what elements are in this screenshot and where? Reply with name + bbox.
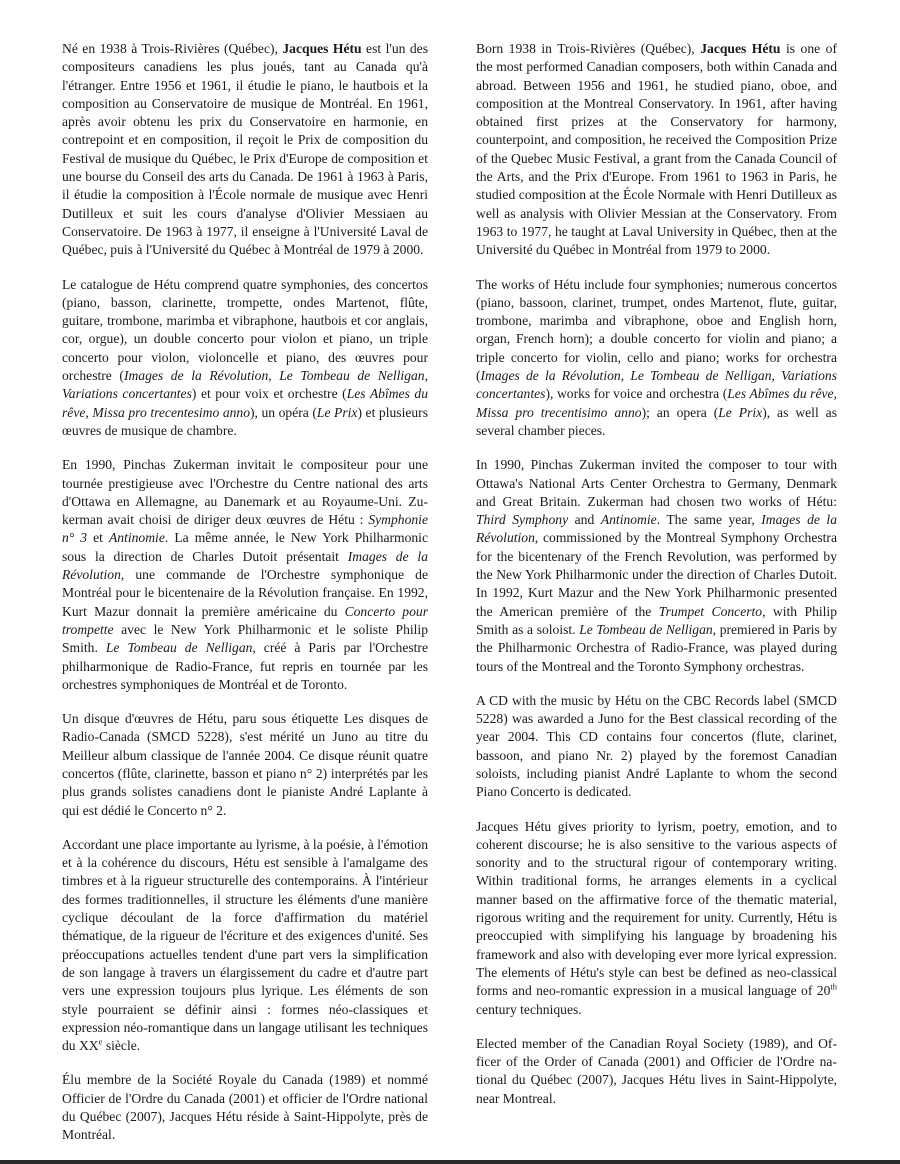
work-title: Third Symphony	[476, 512, 569, 528]
century-superscript: e	[98, 1036, 103, 1047]
work-title: Le Tombeau de Nelligan	[279, 368, 425, 384]
en-p2-text-2: ), works for voice and orchestra (	[545, 386, 728, 402]
work-title: Le Prix	[718, 404, 763, 420]
en-recording-paragraph: A CD with the music by Hétu on the CBC Records label (SMCD 5228) was awarded a Juno for the Best classical recording of the year 2004. This CD contains four concertos (flute, clarinet, bassoon, and piano Nr. 2) played by the foremost Canadian soloists, including pianist André Laplante to whom the second Piano Concerto is dedicated.	[476, 692, 837, 800]
fr-p2-text-2: ) et pour voix et orchestre (	[191, 386, 347, 402]
work-title: Trumpet Concerto	[658, 603, 763, 619]
fr-p3-text-5: , créé à Paris par l'Orchestre philharmonique de Radio-France, fut repris en tournée par les orchestres symphoniques de Montréal et de Toronto.	[62, 640, 428, 692]
en-style-paragraph	[476, 818, 837, 1019]
work-title: Le Tombeau de Nelligan	[630, 368, 772, 384]
work-title: Images de la Révolution	[476, 512, 838, 546]
fr-p2-sep: ,	[424, 368, 428, 384]
fr-honours-paragraph: Élu membre de la Société Royale du Canada (1989) et nommé Officier de l'Ordre du Canada (2001) et officier de l'Ordre national du Québec (2007), Jacques Hétu réside à Saint-Hippolyte, près de Montréal.	[62, 1072, 428, 1143]
en-p5-text-2: century techniques.	[476, 1001, 582, 1017]
en-p1-text: Born 1938 in Trois-Rivières (Québec),	[476, 41, 701, 56]
fr-p5-text: Accordant une place importante au lyrisme, à la poésie, à l'émotion et à la cohérence du discours, Hétu est sensible à l'amalgame des timbres et à la rigueur structurelle des contemporains. À l'intérieur des formes traditionnelles, il structure les éléments d'une manière cyclique découlant de la force d'affirmation du matériel thématique, de la rigueur de l'écriture et des exigences d'unité. Ses préoccupations actuelles tendent d'une part vers la simplification de son langage à travers un élargissement du cadre et d'autre part vers une expression toujours plus lyrique. Les éléments de son style pourraient se définir ainsi : formes néo-classiques et expression néo-romantique dans un langage utilisant les techniques du XX	[62, 836, 428, 1054]
en-p1-text-2: is one of the most performed Canadian composers, both within Canada and abroad. Between 1956 and 1961, he studied piano, oboe, and composition at the Montreal Conservatory. In 1961, after having obtained first prizes at the Conservatory for harmony, counterpoint, and composition, he received the Composition Prize of the Quebec Music Festival, a grant from the Canada Council of the Arts, and the Prix d'Europe. From 1961 to 1963 in Paris, he studied composition at the École Normale with Henri Dutilleux as well as analysis with Olivier Messian at the Conservatory. From 1963 to 1977, he taught at Laval University in Québec, then at the Université du Québec in Montréal from 1979 to 2000.	[476, 41, 837, 258]
fr-bio-paragraph	[62, 40, 428, 260]
en-tours-paragraph	[476, 456, 837, 676]
work-title: Les Abîmes du rêve	[727, 386, 834, 402]
work-title: Le Tombeau de Nelligan	[105, 640, 253, 656]
en-p2-text-3: ); an opera (	[641, 404, 719, 420]
fr-recording-paragraph: Un disque d'œuvres de Hétu, paru sous étiquette Les disques de Radio-Canada (SMCD 5228), s'est mérité un Juno au titre du Meilleur album classique de l'année 2004. Ce disque réunit quatre concertos (flûte, clarinette, basson et piano n° 2) interprétés par les plus grands solistes canadiens dont le pianiste André Laplante à qui est dédié le Concerto n° 2.	[62, 711, 428, 818]
fr-p2-sep: ,	[85, 404, 93, 420]
en-p5-text: Jacques Hétu gives priority to lyrism, poetry, emotion, and to coherent discourse; he is also sensitive to the various aspects of sonority and to the structural rigour of contemporary writing. Within traditional forms, he arranges elements in a cyclical manner based on the affirmative force of the thematic material, rigorous writing and the requirement for unity. Currently, Hétu is preoccupied with simplifying his language by broadening his framework and also with developing ever more lyrical expression. The elements of Hétu's style can best be defined as neo-classical forms and neo-romantic expression in a musical language of 20	[476, 818, 837, 999]
fr-catalogue-paragraph	[62, 276, 428, 441]
fr-style-paragraph	[62, 836, 428, 1056]
fr-p2-sep: ,	[268, 368, 280, 384]
fr-p3-text-2: . La même année, le New York Philharmonic sous la direction de Charles Dutoit présentait	[62, 530, 428, 564]
work-title: Symphonie n° 3	[62, 512, 428, 546]
en-p2-text-4: ), as well as several chamber pieces.	[476, 404, 837, 438]
en-p2-sep: ,	[771, 368, 782, 384]
work-title: Antinomie	[108, 530, 165, 546]
en-p2-sep: ,	[620, 368, 631, 384]
en-p3-sep: and	[568, 512, 601, 528]
work-title: Images de la Révolution	[62, 548, 428, 583]
fr-p2-text-3: ), un opéra (	[250, 404, 317, 420]
fr-p3-text-4: avec le New York Philharmonic et le soliste Philip Smith.	[62, 621, 428, 656]
en-p2-sep: ,	[833, 386, 837, 402]
work-title: Missa pro trecentesimo anno	[92, 404, 251, 420]
work-title: Variations concertantes	[476, 368, 838, 402]
en-p3-text: In 1990, Pinchas Zukerman invited the composer to tour with Ottawa's National Arts Center Orchestra to Germany, Denmark and Great Britain. Zukerman had chosen two works of Hétu:	[476, 457, 837, 509]
century-superscript: th	[830, 981, 837, 992]
work-title: Variations concertantes	[62, 386, 192, 402]
en-p3-text-4: , with Philip Smith as a soloist.	[476, 603, 837, 637]
work-title: Le Tombeau de Nelligan	[579, 621, 713, 637]
en-p3-text-3: , commissioned by the Montreal Symphony Orchestra for the bicentenary of the French Revolution, was performed by the New York Philharmonic under the direction of Charles Dutoit. In 1992, Kurt Mazur and the New York Philharmonic presented the American première of the	[476, 530, 837, 619]
fr-p3-text-3: , une commande de l'Orchestre symphonique de Montréal pour le bicentenaire de la Révolution française. En 1992, Kurt Mazur donnait la première américaine du	[62, 567, 428, 619]
work-title: Missa pro trecentisimo anno	[476, 404, 642, 420]
en-works-paragraph	[476, 276, 837, 441]
work-title: Le Prix	[316, 404, 358, 420]
fr-p1-text-2: est l'un des compositeurs canadiens les plus joués, tant au Canada qu'à l'étranger. Entre 1956 et 1961, il étudie le piano, le hautbois et la composition au Conservatoire de musique de Montréal. En 1961, après avoir obtenu les prix du Conservatoire en harmonie, en contrepoint et en composition, il reçoit le Prix de composition du Festival de musique du Québec, le Prix d'Europe de composition et une bourse du Conseil des arts du Canada. De 1961 à 1963 à Paris, il étudie la composition à l'École normale de musique avec Henri Dutilleux et suit les cours d'analyse d'Olivier Messiaen au Conservatoire. De 1963 à 1977, il enseigne à l'Université Laval de Québec, puis à l'Université du Québec à Montréal de 1979 à 2000.	[62, 41, 428, 258]
page-bottom-edge	[0, 1160, 900, 1164]
composer-name: Jacques Hétu	[700, 41, 781, 56]
work-title: Les Abîmes du rêve	[62, 386, 429, 420]
fr-tours-paragraph	[62, 456, 428, 694]
work-title: Images de la Révolution	[123, 368, 269, 384]
work-title: Images de la Révolution	[480, 368, 621, 384]
en-p3-text-5: , premiered in Paris by the Philharmonic Orchestra of Radio-France, was played during tours of the Montreal and the Toronto Symphony orchestras.	[476, 621, 837, 674]
fr-p3-sep: et	[87, 530, 109, 546]
french-column	[62, 40, 428, 1161]
en-p2-text: The works of Hétu include four symphonies; numerous concertos (piano, bassoon, clarinet, trumpet, ondes Martenot, flute, guitar, trombone, marimba and vibraphone, oboe and English horn, organ, French horn); a double concerto for violin and piano; a triple concerto for violin, cello and piano; works for orchestra (	[476, 276, 837, 384]
english-column	[476, 40, 837, 1124]
en-bio-paragraph	[476, 40, 837, 260]
fr-p5-text-2: siècle.	[102, 1038, 141, 1054]
composer-name: Jacques Hétu	[282, 41, 362, 56]
en-p3-text-2: . The same year,	[656, 512, 762, 528]
fr-p2-text: Le catalogue de Hétu comprend quatre symphonies, des concertos (piano, basson, clarinette, trompette, ondes Martenot, flûte, guitare, trombone, marimba et vibraphone, hautbois et cor anglais, cor, orgue), un double concerto pour violon et piano, un triple concerto pour violon, violoncelle et piano, des œuvres pour orchestre (	[62, 276, 428, 384]
en-honours-paragraph: Elected member of the Canadian Royal Society (1989), and Officer of the Order of Canada (2001) and Officier de l'Ordre national du Québec (2007), Jacques Hétu lives in Saint-Hippolyte, near Montreal.	[476, 1035, 837, 1106]
fr-p2-text-4: ) et plusieurs œuvres de musique de chambre.	[62, 404, 428, 438]
fr-p3-text: En 1990, Pinchas Zukerman invitait le compositeur pour une tournée prestigieuse avec l'Orchestre du Centre national des arts d'Ottawa en Allemagne, au Danemark et au Royaume-Uni. Zukerman avait choisi de diriger deux œuvres de Hétu :	[62, 457, 428, 528]
work-title: Antinomie	[600, 512, 657, 528]
fr-p1-text: Né en 1938 à Trois-Rivières (Québec),	[62, 41, 283, 56]
work-title: Concerto pour trompette	[62, 603, 428, 637]
